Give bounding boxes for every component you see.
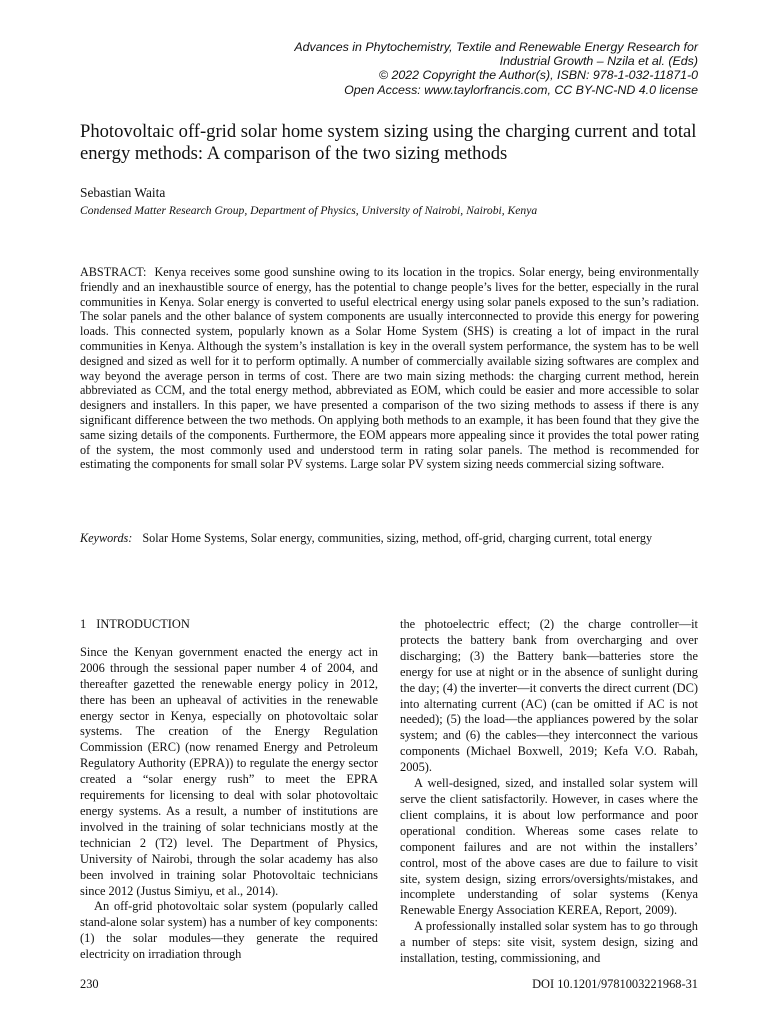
abstract-text: Kenya receives some good sunshine owing to its location in the tropics. Solar energy, being environmentally friendly and an inexhaustible source of energy, has the potential to change people’s lives for the better, especially in the rural communities in Kenya. Solar energy is converted to useful electrical energy using solar panels exposed to the sun’s radiation. The solar panels and the other balance of system components are usually interconnected to provide this energy for powering loads. This connected system, popularly known as a Solar Home System (SHS) is creating a lot of impact in the rural communities in Kenya. Although the system’s installation is key in the overall system performance, the system has to be well designed and sized as well for it to perform optimally. A number of commercially available sizing softwares are complex and way beyond the average person in terms of cost. There are two main sizing methods: the charging current method, herein abbreviated as CCM, and the total energy method, abbreviated as EOM, which could be easier and more accessible to solar designers and installers. In this paper, we have presented a comparison of the two sizing methods to assess if there is any significant difference between the two methods. On applying both methods to an example, it has been found that they give the same sizing details of the components. Furthermore, the EOM appears more appealing since it provides the total power rating of the system, the most commonly used and understood term in rating solar panels. The method is recommended for estimating the components for small solar PV systems. Large solar PV system sizing needs commercial sizing software. [80, 265, 699, 472]
paper-title: Photovoltaic off-grid solar home system sizing using the charging current and total energy methods: A comparison of the two sizing methods [80, 121, 697, 164]
section-number: 1 [80, 617, 87, 631]
paragraph: Since the Kenyan government enacted the energy act in 2006 through the sessional paper number 4 of 2004, and thereafter gazetted the renewable energy policy in 2012, there has been an upheaval of activities in the renewable energy sector in Kenya, especially on photovoltaic solar systems. The creation of the Energy Regulation Commission (ERC) (now renamed Energy and Petroleum Regulatory Authority (EPRA)) to regulate the energy sector created a “solar energy rush” to meet the EPRA requirements for licensing to deal with solar photovoltaic energy systems. As a result, a number of institutions are involved in the training of solar technicians mostly at the technician 2 (T2) level. The Department of Physics, University of Nairobi, through the solar academy has also been involved in training solar Photovoltaic technicians since 2012 (Justus Simiyu, et al., 2014). [80, 644, 378, 898]
paragraph: A well-designed, sized, and installed solar system will serve the client satisfactorily. However, in cases where the client complains, it is about low performance and poor operational condition. Whereas some cases relate to component failures and are not within the installers’ control, most of the above cases are due to failure to visit site, system design, sizing errors/oversights/mistakes, and incomplete understanding of solar systems (Kenya Renewable Energy Association KEREA, Report, 2009). [400, 776, 698, 918]
abstract [80, 265, 699, 472]
keywords [80, 531, 699, 546]
author-affiliation: Condensed Matter Research Group, Department of Physics, University of Nairobi, Nairobi, Kenya [80, 204, 538, 217]
keywords-text: Solar Home Systems, Solar energy, communities, sizing, method, off-grid, charging current, total energy [142, 531, 653, 545]
author-name: Sebastian Waita [80, 185, 166, 200]
header-line-2: Industrial Growth – Nzila et al. (Eds) [499, 54, 698, 69]
right-column [400, 617, 698, 967]
section-title: INTRODUCTION [96, 617, 190, 631]
abstract-label: ABSTRACT: [80, 265, 147, 279]
book-header [178, 40, 698, 97]
left-column [80, 617, 378, 963]
doi-footer: DOI 10.1201/9781003221968-31 [532, 977, 698, 991]
header-line-4: Open Access: www.taylorfrancis.com, CC BY-NC-ND 4.0 license [344, 82, 698, 97]
page-number: 230 [80, 977, 99, 991]
keywords-label: Keywords: [80, 531, 133, 545]
header-line-1: Advances in Phytochemistry, Textile and Renewable Energy Research for [294, 40, 698, 54]
section-heading [80, 617, 378, 633]
paragraph: A professionally installed solar system has to go through a number of steps: site visit, system design, sizing and installation, testing, commissioning, and [400, 919, 698, 966]
paragraph: An off-grid photovoltaic solar system (popularly called stand-alone solar system) has a number of key components: (1) the solar modules—they generate the required electricity on irradiation through [80, 899, 378, 962]
header-line-3: © 2022 Copyright the Author(s), ISBN: 978-1-032-11871-0 [378, 68, 698, 83]
paragraph: the photoelectric effect; (2) the charge controller—it protects the battery bank from overcharging and over discharging; (3) the Battery bank—batteries store the energy for use at night or in the absence of sunlight during the day; (4) the inverter—it converts the direct current (DC) into alternating current (AC) (can be omitted if AC is not needed); (5) the load—the appliances powered by the solar system; and (6) the cables—they interconnect the various components (Michael Boxwell, 2019; Kefa V.O. Rabah, 2005). [400, 617, 698, 775]
